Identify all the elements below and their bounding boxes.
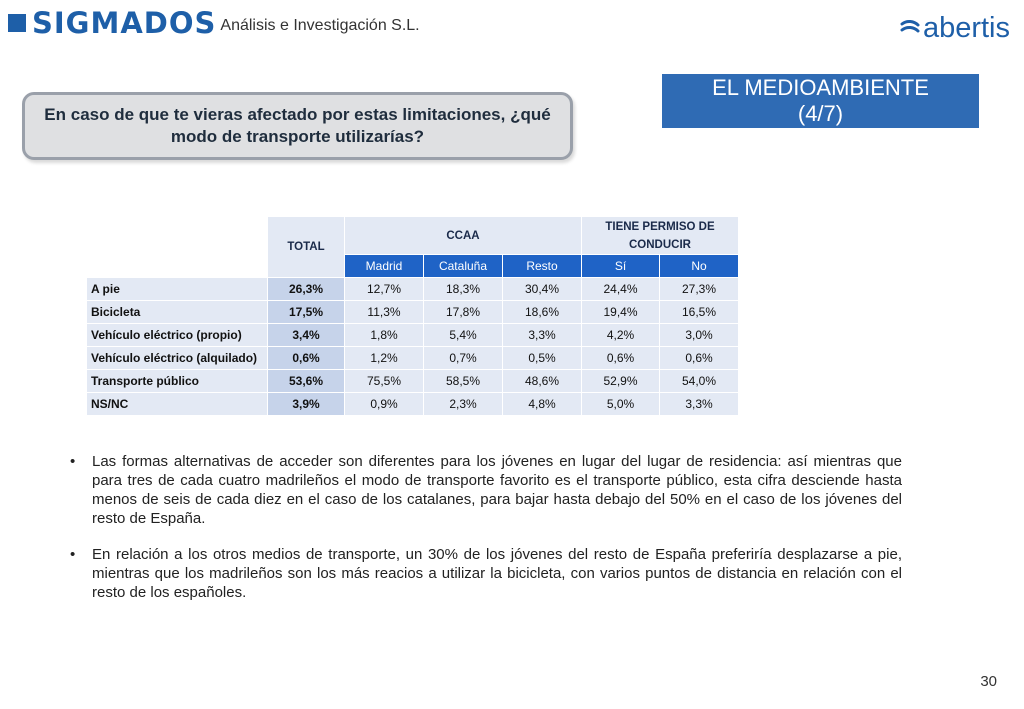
- subheader-cataluna: Cataluña: [424, 255, 503, 278]
- cell-value: 3,3%: [660, 393, 739, 416]
- cell-value: 54,0%: [660, 370, 739, 393]
- cell-value: 52,9%: [582, 370, 660, 393]
- cell-value: 0,9%: [345, 393, 424, 416]
- cell-value: 0,5%: [503, 347, 582, 370]
- total-value: 0,6%: [268, 347, 345, 370]
- cell-value: 19,4%: [582, 301, 660, 324]
- bullet-text: En relación a los otros medios de transporte, un 30% de los jóvenes del resto de España preferiría desplazarse a pie, mientras que los madrileños son los más reacios a utilizar la bicicleta, con varios puntos de distancia en relación con el resto de los españoles.: [92, 546, 902, 601]
- total-value: 53,6%: [268, 370, 345, 393]
- table-row: [87, 324, 739, 347]
- sigmados-logo: [8, 8, 420, 38]
- cell-value: 0,6%: [660, 347, 739, 370]
- section-title-box: [662, 74, 979, 128]
- total-value: 3,4%: [268, 324, 345, 347]
- section-title: EL MEDIOAMBIENTE: [712, 75, 929, 100]
- table-row: [87, 393, 739, 416]
- row-label: A pie: [87, 278, 268, 301]
- cell-value: 27,3%: [660, 278, 739, 301]
- permiso-header: TIENE PERMISO DE CONDUCIR: [582, 217, 739, 255]
- cell-value: 1,2%: [345, 347, 424, 370]
- total-value: 26,3%: [268, 278, 345, 301]
- cell-value: 4,8%: [503, 393, 582, 416]
- section-page-indicator: (4/7): [797, 101, 844, 126]
- page-number: 30: [980, 673, 997, 690]
- subheader-no: No: [660, 255, 739, 278]
- results-table: [86, 216, 739, 416]
- sigmados-subtitle: Análisis e Investigación S.L.: [220, 17, 420, 34]
- subheader-spacer: [87, 255, 268, 278]
- table-subheader-row: [87, 255, 739, 278]
- cell-value: 75,5%: [345, 370, 424, 393]
- cell-value: 16,5%: [660, 301, 739, 324]
- table-row: [87, 370, 739, 393]
- total-value: 3,9%: [268, 393, 345, 416]
- list-item: [70, 452, 902, 528]
- total-header: TOTAL: [268, 217, 345, 278]
- cell-value: 1,8%: [345, 324, 424, 347]
- cell-value: 3,3%: [503, 324, 582, 347]
- question-text: En caso de que te vieras afectado por estas limitaciones, ¿qué modo de transporte utilizarías?: [44, 105, 551, 146]
- row-label: Vehículo eléctrico (propio): [87, 324, 268, 347]
- cell-value: 2,3%: [424, 393, 503, 416]
- sigmados-logo-mark: [8, 14, 26, 32]
- table-row: [87, 347, 739, 370]
- cell-value: 48,6%: [503, 370, 582, 393]
- ccaa-header: CCAA: [345, 217, 582, 255]
- subheader-madrid: Madrid: [345, 255, 424, 278]
- bullet-icon: •: [70, 453, 76, 470]
- table-header-row: [87, 217, 739, 255]
- row-label: Bicicleta: [87, 301, 268, 324]
- row-label: NS/NC: [87, 393, 268, 416]
- sigmados-brand-text: SIGMADOS: [32, 6, 217, 40]
- cell-value: 18,3%: [424, 278, 503, 301]
- cell-value: 3,0%: [660, 324, 739, 347]
- cell-value: 24,4%: [582, 278, 660, 301]
- cell-value: 58,5%: [424, 370, 503, 393]
- table-row: [87, 278, 739, 301]
- bullet-icon: •: [70, 546, 76, 563]
- header-spacer: [87, 217, 268, 255]
- cell-value: 18,6%: [503, 301, 582, 324]
- bullet-text: Las formas alternativas de acceder son diferentes para los jóvenes en lugar del lugar de residencia: así mientras que para tres de cada cuatro madrileños el modo de transporte favorito es el transporte público, esta cifra desciende hasta menos de seis de cada diez en el caso de los catalanes, para bajar hasta debajo del 50% en el caso de los jóvenes del resto de España.: [92, 453, 902, 527]
- cell-value: 4,2%: [582, 324, 660, 347]
- commentary-list: [70, 452, 902, 619]
- cell-value: 12,7%: [345, 278, 424, 301]
- list-item: [70, 545, 902, 602]
- abertis-logo: [899, 12, 1010, 45]
- question-box: [22, 92, 573, 160]
- total-value: 17,5%: [268, 301, 345, 324]
- cell-value: 0,7%: [424, 347, 503, 370]
- cell-value: 5,4%: [424, 324, 503, 347]
- cell-value: 11,3%: [345, 301, 424, 324]
- table-row: [87, 301, 739, 324]
- subheader-si: Sí: [582, 255, 660, 278]
- row-label: Transporte público: [87, 370, 268, 393]
- abertis-brand-text: abertis: [922, 12, 1010, 44]
- row-label: Vehículo eléctrico (alquilado): [87, 347, 268, 370]
- cell-value: 17,8%: [424, 301, 503, 324]
- cell-value: 0,6%: [582, 347, 660, 370]
- subheader-resto: Resto: [503, 255, 582, 278]
- cell-value: 30,4%: [503, 278, 582, 301]
- abertis-mark-icon: [899, 18, 921, 40]
- cell-value: 5,0%: [582, 393, 660, 416]
